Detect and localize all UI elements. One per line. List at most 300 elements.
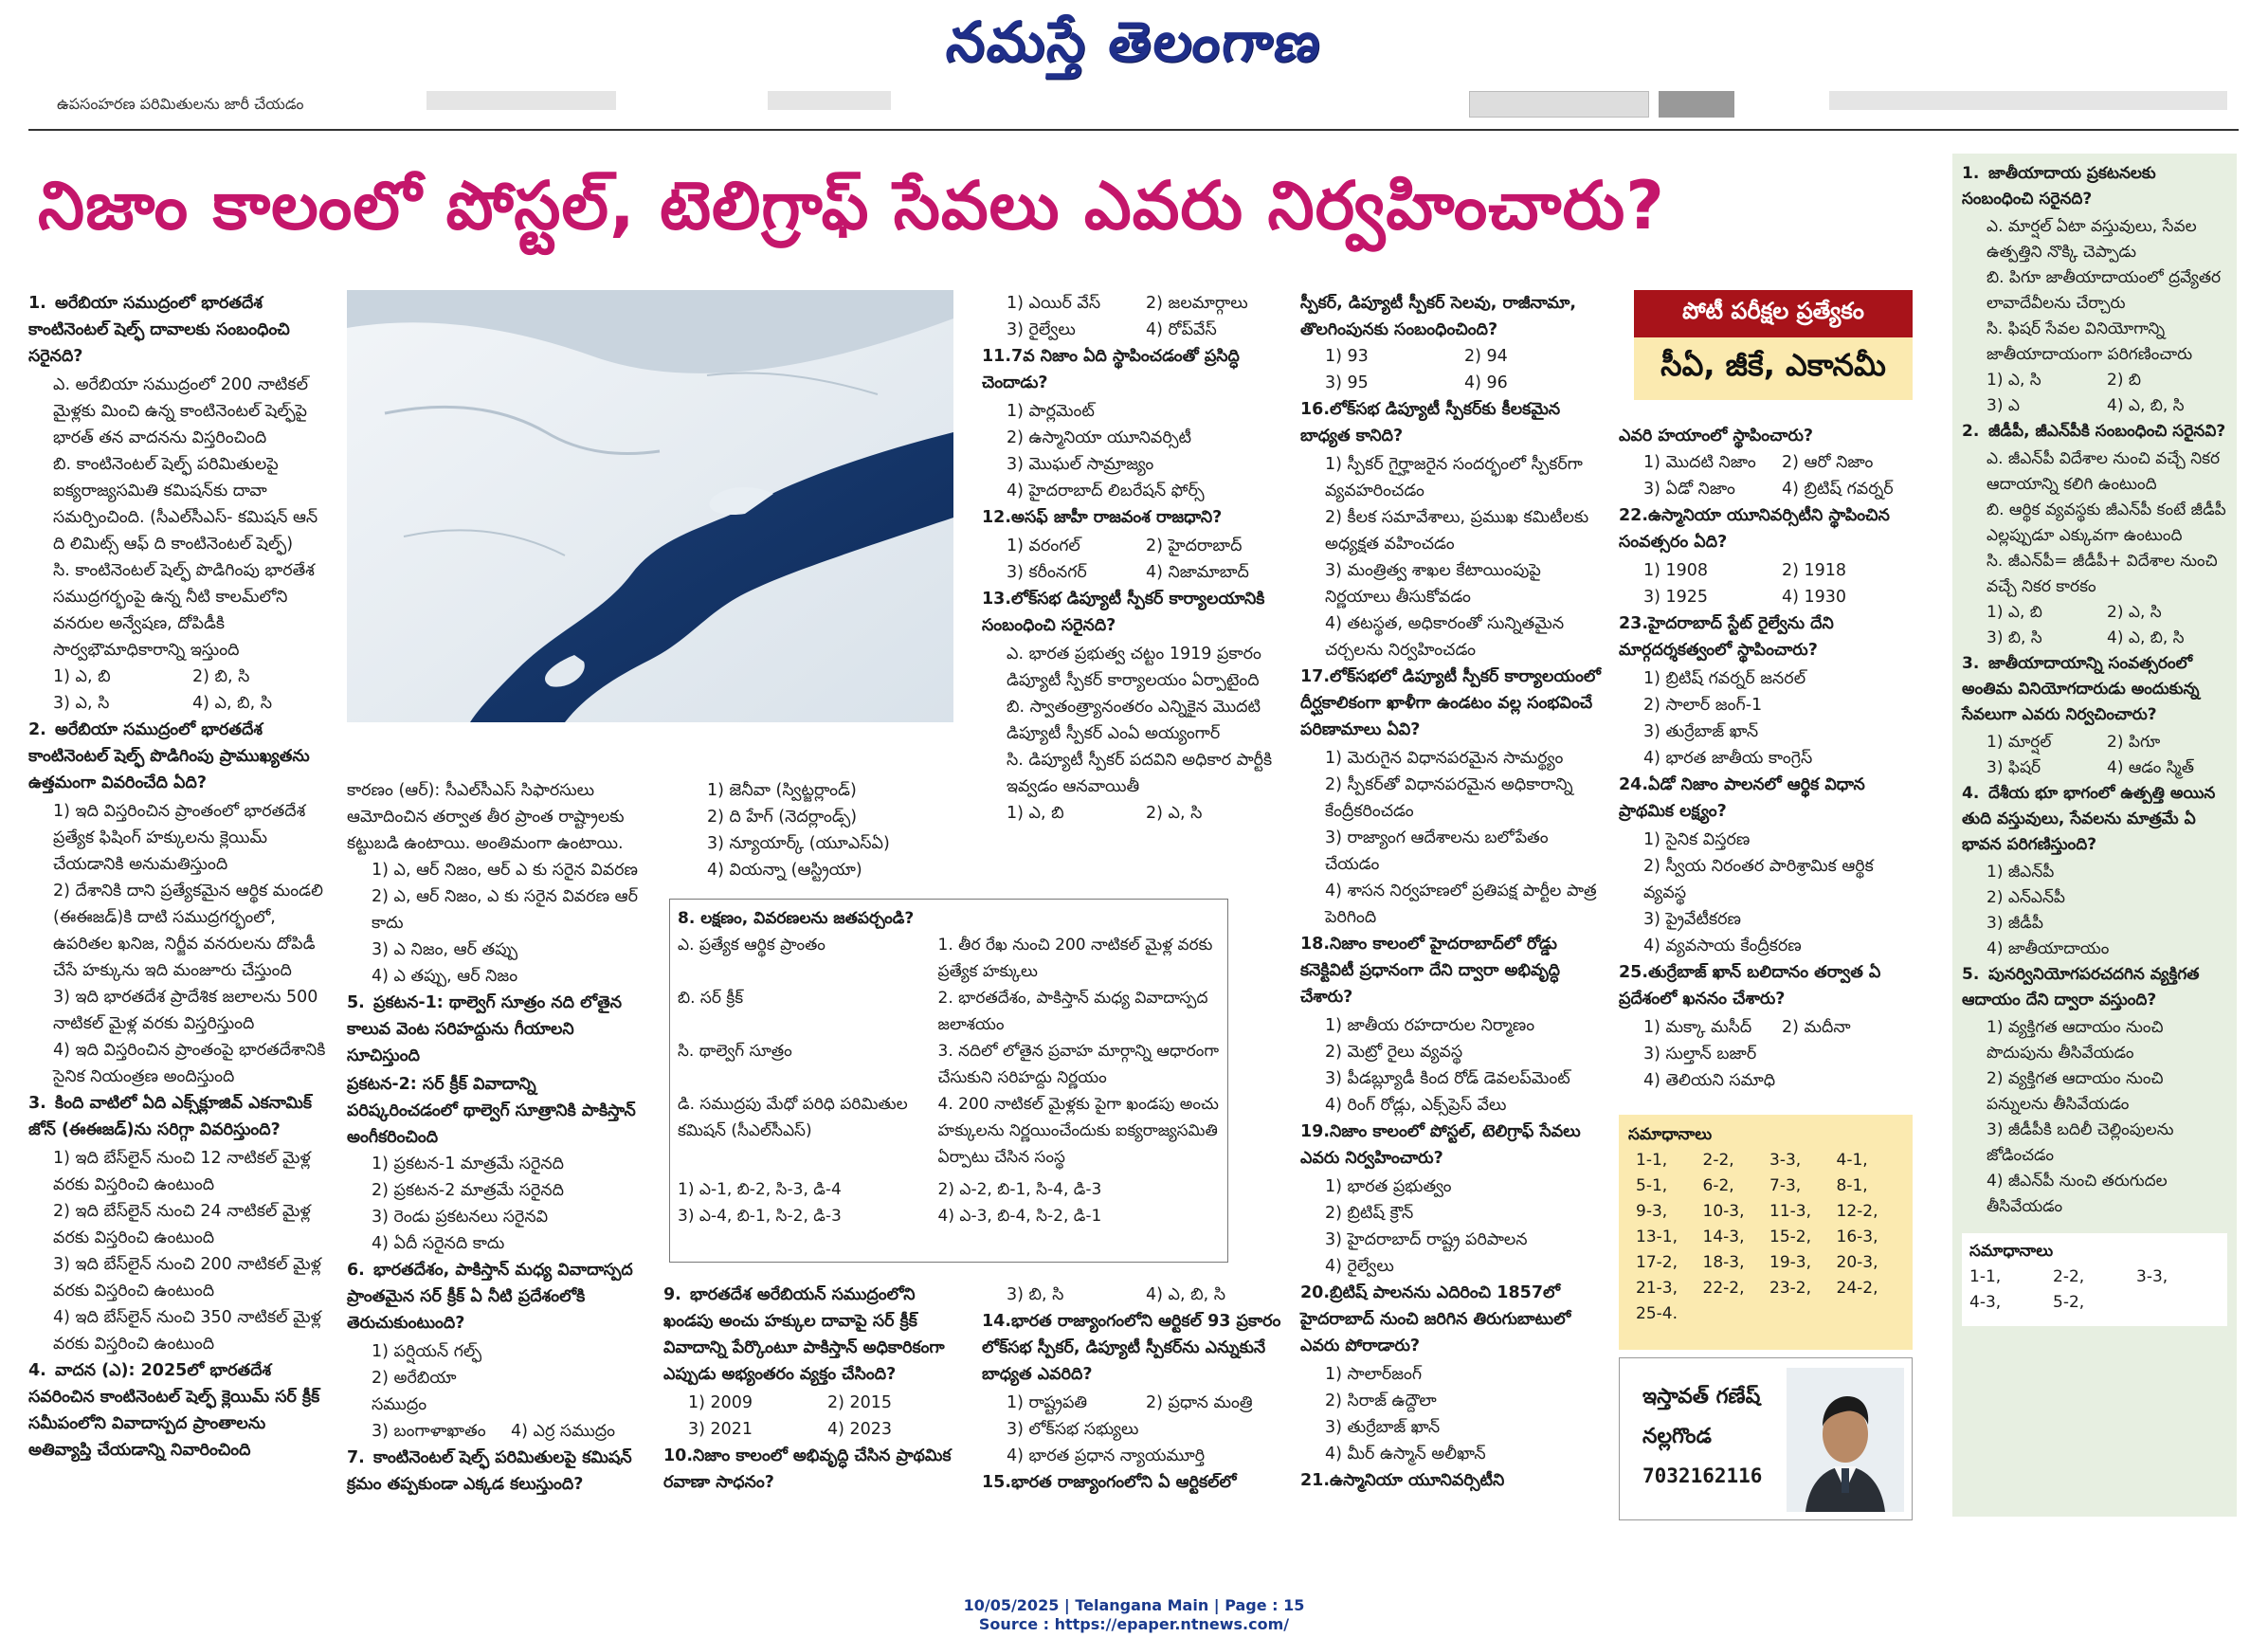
side-question-1 <box>1962 161 2227 212</box>
question-number: 20. <box>1300 1283 1331 1302</box>
match-options-row <box>678 1176 1220 1203</box>
option: 4) తెలియని సమాధి <box>1643 1071 1776 1090</box>
option: 4) 2023 <box>827 1420 893 1439</box>
option: 2) 94 <box>1464 347 1508 366</box>
option: 1) సైనిక విస్తరణ <box>1643 830 1751 849</box>
question-text: భారతదేశ అరేబియన్ సముద్రంలోని ఖండపు అంచు హక్కుల దావాపై సర్ క్రీక్ వివాదాన్ని పేర్కొంటూ పాకిస్తాన్ అధికారికంగా ఎప్పుడు అభ్యంతరం వ్యక్తం చేసింది? <box>663 1285 945 1384</box>
question-text: ఉస్మానియా యూనివర్సిటీని స్థాపించిన సంవత్సరం ఏది? <box>1619 506 1890 552</box>
question-19 <box>1300 1119 1604 1172</box>
options-row <box>982 290 1285 317</box>
answer-item: 24-2, <box>1836 1279 1878 1298</box>
question-23 <box>1619 610 1920 664</box>
question-number: 3. <box>28 1094 46 1113</box>
options-row <box>28 664 332 690</box>
question-text: ప్రకటన-1: థాల్వెగ్ సూత్రం నది లోతైన కాలువ వెంట సరిహద్దును గీయాలని సూచిస్తుంది <box>347 993 623 1065</box>
option: 4) ఆడం స్మిత్ <box>2107 758 2194 777</box>
side-answers-grid <box>1969 1264 2220 1316</box>
answer-item: 5-2, <box>2053 1293 2085 1312</box>
option: 2) స్వీయ నిరంతర పారిశ్రామిక ఆర్థిక వ్యవస్థ <box>1643 857 1874 902</box>
question-number: 23. <box>1619 614 1649 633</box>
option: 3) ఎ నిజం, ఆర్ తప్పు <box>372 940 518 959</box>
question-2 <box>28 717 332 796</box>
previous-page-strip <box>28 91 2237 119</box>
options-row <box>982 559 1285 586</box>
question-24 <box>1619 772 1920 825</box>
options-row <box>982 1390 1285 1416</box>
question-text: లోక్‌సభ డిప్యూటీ స్పీకర్ కార్యాలయానికి సంబంధించి సరైనది? <box>982 590 1265 635</box>
option: 3) ఎ <box>1987 396 2020 415</box>
options-row <box>1300 343 1604 370</box>
option: 2) ఎ, ఆర్ నిజం, ఎ కు సరైన వివరణ ఆర్ కాదు <box>372 887 638 933</box>
statement: బి. ఆర్థిక వ్యవస్థకు జీఎన్‌పీ కంటే జీడీపీ ఎల్లప్పుడూ ఎక్కువగా ఉంటుంది <box>1987 500 2226 545</box>
option: 1) రాష్ట్రపతి <box>1007 1393 1088 1412</box>
option: 4) ఏదీ సరైనది కాదు <box>372 1234 505 1253</box>
answer-item: 16-3, <box>1836 1228 1878 1246</box>
question-text: జాతీయాదాయాన్ని సంవత్సరంలో అంతిమ వినియోగదారుడు అందుకున్న సేవలుగా ఎవరు నిర్వచించారు? <box>1962 654 2200 724</box>
question-text: భారత రాజ్యాంగంలోని ఆర్టికల్ 93 ప్రకారం లోక్‌సభ స్పీకర్, డిప్యూటీ స్పీకర్‌ను ఎన్నుకునే బాధ్యత ఎవరిది? <box>982 1312 1281 1384</box>
question-text: జాతీయాదాయ ప్రకటనలకు సంబంధించి సరైనది? <box>1962 164 2156 209</box>
option: 3) లోక్‌సభ సభ్యులు <box>1007 1420 1139 1439</box>
answer-item: 3-3, <box>2136 1267 2168 1286</box>
author-phone: 7032162116 <box>1642 1464 1763 1487</box>
match-row <box>678 932 1220 985</box>
option: 3) తుర్రేబాజ్ ఖాన్ <box>1325 1418 1441 1437</box>
option: 1) మొదటి నిజాం <box>1643 453 1756 472</box>
option: 2) ఇది బేస్‌లైన్ నుంచి 24 నాటికల్ మైళ్ల వరకు విస్తరించి ఉంటుంది <box>53 1202 311 1247</box>
section-tag-top: పోటీ పరీక్షల ప్రత్యేకం <box>1634 290 1913 337</box>
question-number: 2. <box>28 720 46 739</box>
answer-item: 19-3, <box>1769 1253 1811 1272</box>
options-row <box>1962 368 2227 393</box>
options-row <box>1962 393 2227 419</box>
economy-side-panel <box>1952 154 2237 1517</box>
question-12 <box>982 504 1285 531</box>
answer-item: 15-2, <box>1769 1228 1811 1246</box>
question-number: 1. <box>28 294 46 313</box>
question-6 <box>347 1257 650 1337</box>
answer-item: 4-1, <box>1836 1151 1868 1170</box>
answer-item: 1-1, <box>1636 1151 1668 1170</box>
question-number: 11. <box>982 347 1012 366</box>
masthead <box>0 6 2268 80</box>
match-left: బి. సర్ క్రీక్ <box>678 989 744 1008</box>
option: 4) నిజామాబాద్ <box>1146 563 1249 582</box>
question-number: 3. <box>1962 654 1980 673</box>
option: 3) బంగాళాఖాతం <box>372 1422 486 1441</box>
statement: ఎ. భారత ప్రభుత్వ చట్టం 1919 ప్రకారం డిప్యూటీ స్పీకర్ కార్యాలయం ఏర్పాటైంది <box>1007 645 1261 690</box>
question-text: దేశీయ భూ భాగంలో ఉత్పత్తి అయిన తుది వస్తువులు, సేవలను మాత్రమే ఏ భావన పరిగణిస్తుంది? <box>1962 784 2216 854</box>
option: 1) జీఎన్‌పీ <box>1987 863 2055 882</box>
options-row <box>1619 476 1920 502</box>
match-left: సి. థాల్వెగ్ సూత్రం <box>678 1042 792 1061</box>
arctic-ice-photo <box>347 290 953 722</box>
option: 4) జీఎన్‌పీ నుంచి తరుగుదల తీసివేయడం <box>1987 1172 2168 1216</box>
question-number: 25. <box>1619 963 1649 982</box>
question-number: 19. <box>1300 1122 1331 1141</box>
answer-item: 17-2, <box>1636 1253 1678 1272</box>
side-answers-heading: సమాధానాలు <box>1969 1242 2054 1261</box>
question-text: అరేబియా సముద్రంలో భారతదేశ కాంటినెంటల్ షెల్ఫ్ పొడిగింపు ప్రాముఖ్యతను ఉత్తమంగా వివరించేది ఏది? <box>28 720 310 792</box>
column-4-bottom <box>982 1282 1285 1498</box>
side-question-2 <box>1962 419 2227 445</box>
option: 3) ఇది బేస్‌లైన్ నుంచి 200 నాటికల్ మైళ్ల వరకు విస్తరించి ఉంటుంది <box>53 1255 321 1301</box>
options-row <box>347 1365 650 1418</box>
option: 2) 1918 <box>1782 561 1847 580</box>
option: 1) ఎ, బి <box>53 667 111 686</box>
option: 4) భారత ప్రధాన న్యాయమూర్తి <box>1007 1446 1206 1465</box>
option: 3) 1925 <box>1643 588 1709 607</box>
options-row <box>982 800 1285 827</box>
statement: సి. జీఎన్‌పీ= జీడీపీ+ విదేశాల నుంచి వచ్చే నికర కారకం <box>1987 552 2218 596</box>
column-4 <box>982 290 1285 827</box>
option: 2) ఎ, సి <box>1146 804 1203 823</box>
statement: బి. స్వాతంత్ర్యానంతరం ఎన్నికైన మొదటి డిప్యూటీ స్పీకర్ ఎంఏ అయ్యంగార్ <box>1007 698 1261 743</box>
question-text: ఏడో నిజాం పాలనలో ఆర్థిక విధాన ప్రాథమిక లక్ష్యం? <box>1619 775 1865 821</box>
statement: బి. పిగూ జాతీయాదాయంలో ద్రవ్యేతర లావాదేవీలను చేర్చారు <box>1987 268 2222 313</box>
faded-photo <box>1659 91 1734 118</box>
option: 4) ఎ తప్పు, ఆర్ నిజం <box>372 967 518 986</box>
question-18 <box>1300 931 1604 1010</box>
options-row <box>663 1390 967 1416</box>
option: 4) వ్యవసాయ కేంద్రీకరణ <box>1643 937 1802 955</box>
question-continuation: ఎవరి హయాంలో స్థాపించారు? <box>1619 427 1814 446</box>
option: 1) వరంగల్ <box>1007 537 1080 555</box>
options-row <box>1962 626 2227 651</box>
option: 4) ఇది విస్తరించిన ప్రాంతంపై భారతదేశానికి సైనిక నియంత్రణ అందిస్తుంది <box>53 1041 326 1086</box>
answer-item: 7-3, <box>1769 1176 1802 1195</box>
option: 2) హైదరాబాద్ <box>1146 537 1243 555</box>
answers-box <box>1619 1115 1913 1350</box>
question-number: 22. <box>1619 506 1649 525</box>
option: 2) ఎన్ఎన్‌పీ <box>1987 888 2065 907</box>
option: 3) రెండు ప్రకటనలు సరైనవి <box>372 1208 549 1227</box>
option: 2) ఉస్మానియా యూనివర్సిటీ <box>1007 428 1191 447</box>
option: 3) బి, సి <box>1987 628 2042 647</box>
option: 3) మంత్రిత్వ శాఖల కేటాయింపుపై నిర్ణయాలు తీసుకోవడం <box>1325 561 1541 607</box>
answer-item: 6-2, <box>1702 1176 1734 1195</box>
side-question-5 <box>1962 962 2227 1013</box>
option: 4) తటస్థత, అధికారంతో సున్నితమైన చర్చలను నిర్వహించడం <box>1325 614 1565 660</box>
option: 4) ఎ, బి, సి <box>1146 1285 1225 1304</box>
answers-grid <box>1628 1148 1903 1327</box>
answer-item: 14-3, <box>1702 1228 1745 1246</box>
option: 3) 95 <box>1325 373 1369 392</box>
answer-item: 5-1, <box>1636 1176 1668 1195</box>
footer-dateline: 10/05/2025 | Telangana Main | Page : 15 <box>963 1596 1305 1614</box>
options-row <box>1962 755 2227 781</box>
match-right: 3. నదిలో లోతైన ప్రవాహ మార్గాన్ని ఆధారంగా చేసుకుని సరిహద్దు నిర్ణయం <box>937 1042 1219 1087</box>
question-number: 14. <box>982 1312 1012 1331</box>
options-row <box>1619 1014 1920 1041</box>
question-21 <box>1300 1467 1604 1494</box>
option: 1) స్పీకర్ గైర్హాజరైన సందర్భంలో స్పీకర్‌గా వ్యవహరించడం <box>1325 455 1583 500</box>
option: 3) మొఘల్ సామ్రాజ్యం <box>1007 455 1154 474</box>
author-photo <box>1787 1368 1904 1512</box>
question-25 <box>1619 959 1920 1012</box>
option: 4) 96 <box>1464 373 1508 392</box>
author-name: ఇస్తావత్ గణేష్ <box>1642 1385 1761 1409</box>
options-row <box>1619 449 1920 476</box>
question-text: నిజాం కాలంలో పోస్టల్, టెలిగ్రాఫ్ సేవలు ఎవరు నిర్వహించారు? <box>1300 1122 1581 1168</box>
option: 2) పిగూ <box>2107 733 2161 752</box>
question-number: 6. <box>347 1261 365 1280</box>
match-title: 8. లక్షణం, వివరణలను జతపర్చండి? <box>678 909 915 928</box>
question-1 <box>28 290 332 370</box>
option: 4) రోప్‌వేస్ <box>1146 320 1217 339</box>
option: 3) ఎ-4, బి-1, సి-2, డి-3 <box>678 1207 842 1226</box>
option: 3) ఇది భారతదేశ ప్రాదేశిక జలాలను 500 నాటికల్ మైళ్ల వరకు విస్తరిస్తుంది <box>53 988 318 1033</box>
question-number: 16. <box>1300 400 1331 419</box>
question-text: పునర్వినియోగపరచదగిన వ్యక్తిగత ఆదాయం దేని ద్వారా వస్తుంది? <box>1962 965 2200 1009</box>
match-right: 2. భారతదేశం, పాకిస్తాన్ మధ్య వివాదాస్పద జలాశయం <box>937 989 1208 1034</box>
question-text: లోక్‌సభలో డిప్యూటీ స్పీకర్ కార్యాలయంలో దీర్ఘకాలికంగా ఖాళీగా ఉండటం వల్ల సంభవించే పరిణామాలు ఏవి? <box>1300 667 1601 739</box>
option: 2) వ్యక్తిగత ఆదాయం నుంచి పన్నులను తీసివేయడం <box>1987 1069 2164 1114</box>
question-16 <box>1300 396 1604 449</box>
author-place: నల్లగొండ <box>1642 1425 1712 1448</box>
option: 3) రాజ్యాంగ ఆదేశాలను బలోపేతం చేయడం <box>1325 828 1549 874</box>
question-text: కాంటినెంటల్ షెల్ఫ్ పరిమితులపై కమిషన్ క్రమం తప్పకుండా ఎక్కడ కలుస్తుంది? <box>347 1448 632 1494</box>
match-row <box>678 1091 1220 1171</box>
question-3 <box>28 1090 332 1143</box>
option: 1) జెనీవా (స్విట్జర్లాండ్) <box>707 781 857 800</box>
column-6 <box>1619 423 1920 1094</box>
faded-banner <box>1829 91 2227 110</box>
reason-statement: కారణం (ఆర్): సీఎల్‌సీఎస్ సిఫారసులు ఆమోదించిన తర్వాత తీర ప్రాంత రాష్ట్రాలకు కట్టుబడి ఉంటాయి. అంతిమంగా ఉంటాయి. <box>347 781 625 853</box>
options-row <box>982 1282 1285 1308</box>
question-text: భారతదేశం, పాకిస్తాన్ మధ్య వివాదాస్పద ప్రాంతమైన సర్ క్రీక్ ఏ నీటి ప్రదేశంలోకి తెరుచుకుంటుంది? <box>347 1261 633 1333</box>
ice-sea-illustration <box>347 290 953 722</box>
option: 4) వియన్నా (ఆస్ట్రియా) <box>707 861 862 880</box>
option: 1) ఇది బేస్‌లైన్ నుంచి 12 నాటికల్ మైళ్ల వరకు విస్తరించి ఉంటుంది <box>53 1149 311 1194</box>
option: 2) ప్రధాన మంత్రి <box>1146 1393 1253 1412</box>
question-text: ఉస్మానియా యూనివర్సిటీని <box>1330 1471 1505 1490</box>
options-row <box>1619 584 1920 610</box>
option: 3) 2021 <box>688 1420 753 1439</box>
question-text: తుర్రేబాజ్ ఖాన్ బలిదానం తర్వాత ఏ ప్రదేశంలో ఖననం చేశారు? <box>1619 963 1881 1009</box>
question-text: బ్రిటిష్ పాలనను ఎదిరించి 1857లో హైదరాబాద్ నుంచి జరిగిన తిరుగుబాటులో ఎవరు పోరాడారు? <box>1300 1283 1571 1355</box>
options-row <box>982 317 1285 343</box>
answer-item: 2-2, <box>2053 1267 2085 1286</box>
question-text: అసఫ్ జాహీ రాజవంశ రాజధాని? <box>1011 508 1223 527</box>
column-1 <box>28 290 332 1465</box>
question-number: 5. <box>347 993 365 1012</box>
option: 2) ఎ, సి <box>2107 603 2162 622</box>
answer-item: 3-3, <box>1769 1151 1802 1170</box>
statement: సి. కాంటినెంటల్ షెల్ఫ్ పొడిగింపు భారతేశ సముద్రగర్భంపై ఉన్న నీటి కాలమ్‌లోని వనరుల అన్వేషణ, దోపిడీకి సార్వభౌమాధికారాన్ని ఇస్తుంది <box>53 561 315 660</box>
option: 2) స్పీకర్‌తో విధానపరమైన అధికారాన్ని కేంద్రీకరించడం <box>1325 775 1573 821</box>
answer-item: 12-2, <box>1836 1202 1878 1221</box>
question-text: నిజాం కాలంలో అభివృద్ధి చేసిన ప్రాథమిక రవాణా సాధనం? <box>663 1446 952 1492</box>
question-number: 2. <box>1962 422 1980 441</box>
question-number: 15. <box>982 1473 1012 1492</box>
question-5 <box>347 990 650 1069</box>
option: 2) ప్రకటన-2 మాత్రమే సరైనది <box>372 1181 565 1200</box>
question-number: 1. <box>1962 164 1980 183</box>
option: 1) పర్షియన్ గల్ఫ్ <box>372 1342 482 1361</box>
option: 2) 2015 <box>827 1393 893 1412</box>
question-14 <box>982 1308 1285 1388</box>
statement: ఎ. మార్షల్ ఏటా వస్తువులు, సేవల ఉత్పత్తిని నొక్కి చెప్పాడు <box>1987 217 2197 262</box>
match-right: 1. తీర రేఖ నుంచి 200 నాటికల్ మైళ్ల వరకు ప్రత్యేక హక్కులు <box>937 936 1213 981</box>
answer-item: 8-1, <box>1836 1176 1868 1195</box>
column-5 <box>1300 290 1604 1496</box>
question-text: లోక్‌సభ డిప్యూటీ స్పీకర్‌కు కీలకమైన బాధ్యత కానిది? <box>1300 400 1561 446</box>
statement: బి. కాంటినెంటల్ షెల్ఫ్ పరిమితులపై ఐక్యరాజ్యసమితి కమిషన్‌కు దావా సమర్పించింది. (సీఎల్‌సీఎస్- కమిషన్ ఆన్ ది లిమిట్స్ ఆఫ్ ది కాంటినెంటల్ షెల్ఫ్) <box>53 455 318 554</box>
option: 2) కీలక సమావేశాలు, ప్రముఖ కమిటీలకు అధ్యక్షత వహించడం <box>1325 508 1589 554</box>
option: 3) పీడబ్ల్యూడీ కింద రోడ్ డెవలప్‌మెంట్ <box>1325 1069 1570 1088</box>
option: 2) సాలార్ జంగ్-1 <box>1643 696 1763 715</box>
option: 1) వ్యక్తిగత ఆదాయం నుంచి పొదుపును తీసివేయడం <box>1987 1018 2164 1063</box>
answer-item: 21-3, <box>1636 1279 1678 1298</box>
option: 3) సుల్తాన్ బజార్ <box>1643 1045 1757 1064</box>
question-number: 21. <box>1300 1471 1331 1490</box>
option: 3) బి, సి <box>1007 1285 1064 1304</box>
option: 1) ఎ, సి <box>1987 371 2041 390</box>
option: 4) శాసన నిర్వహణలో ప్రతిపక్ష పార్టీల పాత్ర పెరిగింది <box>1325 882 1597 927</box>
option: 2) మదీనా <box>1782 1018 1851 1037</box>
answer-item: 2-2, <box>1702 1151 1734 1170</box>
question-number: 10. <box>663 1446 694 1465</box>
question-text: హైదరాబాద్ స్టేట్ రైల్వేను దేని మార్గదర్శకత్వంలో స్థాపించారు? <box>1619 614 1834 660</box>
question-text: 7వ నిజాం ఏది స్థాపించడంతో ప్రసిద్ధి చెందాడు? <box>982 347 1240 392</box>
options-row <box>1619 557 1920 584</box>
options-row <box>982 533 1285 559</box>
option: 4) ఇది బేస్‌లైన్ నుంచి 350 నాటికల్ మైళ్ల వరకు విస్తరించి ఉంటుంది <box>53 1308 321 1354</box>
question-number: 24. <box>1619 775 1649 794</box>
answer-item: 13-1, <box>1636 1228 1678 1246</box>
column-3-bottom <box>663 1282 967 1498</box>
question-number: 17. <box>1300 667 1331 686</box>
option: 4) మీర్ ఉస్మాన్ అలీఖాన్ <box>1325 1445 1486 1464</box>
option: 2) దేశానికి దాని ప్రత్యేకమైన ఆర్థిక మండలి (ఈఈజడ్)కి దాటి సముద్రగర్భంలో, ఉపరితల ఖనిజ, నిర్జీవ వనరులను దోపిడీ చేసే హక్కును ఇది మంజూరు చేస్తుంది <box>53 882 323 980</box>
question-number: 5. <box>1962 965 1980 984</box>
option: 3) హైదరాబాద్ రాష్ట్ర పరిపాలన <box>1325 1230 1528 1249</box>
side-question-4 <box>1962 781 2227 858</box>
option: 3) కరీంనగర్ <box>1007 563 1087 582</box>
page-headline: నిజాం కాలంలో పోస్టల్, టెలిగ్రాఫ్ సేవలు ఎవరు నిర్వహించారు? <box>38 167 1665 245</box>
previous-text: ఉపసంహరణ పరిమితులను జారీ చేయడం <box>57 95 304 113</box>
question-number: 9. <box>663 1285 681 1304</box>
answer-item: 11-3, <box>1769 1202 1811 1221</box>
option: 3) జీడీపీ <box>1987 914 2043 933</box>
answer-item: 22-2, <box>1702 1279 1745 1298</box>
option: 4) హైదరాబాద్ లిబరేషన్ ఫోర్స్ <box>1007 482 1205 500</box>
question-text: భారత రాజ్యాంగంలోని ఏ ఆర్టికల్‌లో <box>1011 1473 1237 1492</box>
option: 1) 1908 <box>1643 561 1709 580</box>
option: 1) మక్కా మసీద్ <box>1643 1018 1752 1037</box>
option: 2) జలమార్గాలు <box>1146 294 1248 313</box>
question-9 <box>663 1282 967 1388</box>
column-3-top <box>682 777 967 883</box>
question-20 <box>1300 1280 1604 1359</box>
option: 1) 2009 <box>688 1393 753 1412</box>
option: 1) బ్రిటిష్ గవర్నర్ జనరల్ <box>1643 669 1806 688</box>
option: 4) రింగ్ రోడ్లు, ఎక్స్‌ప్రెస్ వేలు <box>1325 1096 1507 1115</box>
answer-item: 20-3, <box>1836 1253 1878 1272</box>
answer-item: 23-2, <box>1769 1279 1811 1298</box>
options-row <box>663 1416 967 1443</box>
option: 4) ఎ-3, బి-4, సి-2, డి-1 <box>937 1207 1102 1226</box>
question-text: జీడీపీ, జీఎన్‌పీకి సంబంధించి సరైనవి? <box>1988 422 2226 441</box>
option: 3) తుర్రేబాజ్ ఖాన్ <box>1643 722 1759 741</box>
option: 2) ఎ-2, బి-1, సి-4, డి-3 <box>937 1180 1102 1199</box>
newspaper-logo: నమస్తే తెలంగాణ <box>942 9 1326 74</box>
option: 2) మెట్రో రైలు వ్యవస్థ <box>1325 1043 1463 1062</box>
options-row <box>1962 600 2227 626</box>
options-row <box>28 690 332 717</box>
answer-item: 9-3, <box>1636 1202 1668 1221</box>
option: 4) రైల్వేలు <box>1325 1257 1394 1276</box>
side-question-3 <box>1962 651 2227 728</box>
match-question-box <box>669 899 1228 1263</box>
question-17 <box>1300 664 1604 743</box>
option: 4) ఎ, బి, సి <box>192 694 272 713</box>
question-11 <box>982 343 1285 396</box>
faded-box <box>1469 91 1649 118</box>
page-footer <box>0 1596 2268 1634</box>
match-right: 4. 200 నాటికల్ మైళ్లకు పైగా ఖండపు అంచు హక్కులను నిర్ణయించేందుకు ఐక్యరాజ్యసమితి ఏర్పాటు చేసిన సంస్థ <box>937 1095 1219 1167</box>
options-row <box>1300 370 1604 396</box>
option: 4) ఎర్ర సముద్రం <box>511 1422 615 1441</box>
option: 1) ఎ, బి <box>1007 804 1064 823</box>
option: 1) ఎయిర్ వేస్ <box>1007 294 1101 313</box>
statement: ఎ. అరేబియా సముద్రంలో 200 నాటికల్ మైళ్లకు మించి ఉన్న కాంటినెంటల్ షెల్ఫ్‌పై భారత్ తన వాదనను విస్తరించింది <box>53 375 308 447</box>
option: 1) ఇది విస్తరించిన ప్రాంతంలో భారతదేశ ప్రత్యేక ఫిషింగ్ హక్కులను క్లెయిమ్ చేయడానికి అనుమతిస్తుంది <box>53 802 306 874</box>
answer-item: 1-1, <box>1969 1267 2002 1286</box>
question-text: నిజాం కాలంలో హైదరాబాద్‌లో రోడ్డు కనెక్టివిటీ ప్రధానంగా దేని ద్వారా అభివృద్ధి చేశారు? <box>1300 935 1561 1007</box>
option: 3) జీడీపీకి బదిలీ చెల్లింపులను జోడించడం <box>1987 1120 2174 1165</box>
answers-heading: సమాధానాలు <box>1628 1125 1713 1144</box>
option: 4) బ్రిటిష్ గవర్నర్ <box>1782 480 1894 499</box>
match-options-row <box>678 1203 1220 1229</box>
author-card <box>1619 1357 1913 1520</box>
question-number: 7. <box>347 1448 365 1467</box>
column-2 <box>347 777 650 1500</box>
statement: ఎ. జీఎన్‌పీ విదేశాల నుంచి వచ్చే నికర ఆదాయాన్ని కలిగి ఉంటుంది <box>1987 449 2221 494</box>
option: 4) ఎ, బి, సి <box>2107 628 2185 647</box>
option: 3) న్యూయార్క్ (యూఎస్ఏ) <box>707 834 890 853</box>
statement: సి. ఫిషర్ సేవల వినియోగాన్ని జాతీయాదాయంగా పరిగణించారు <box>1987 319 2193 364</box>
section-tag <box>1634 290 1913 400</box>
option: 1) 93 <box>1325 347 1369 366</box>
question-text: కింది వాటిలో ఏది ఎక్స్‌క్లూజివ్ ఎకనామిక్ జోన్ (ఈఈజడ్)ను సరిగ్గా వివరిస్తుంది? <box>28 1094 312 1139</box>
option: 1) మార్షల్ <box>1987 733 2052 752</box>
portrait-illustration <box>1787 1368 1904 1512</box>
question-13 <box>982 586 1285 639</box>
options-row <box>347 1418 650 1445</box>
question-number: 4. <box>28 1361 46 1380</box>
answer-item: 25-4. <box>1636 1304 1678 1323</box>
option: 1) భారత ప్రభుత్వం <box>1325 1177 1452 1196</box>
option: 4) 1930 <box>1782 588 1847 607</box>
option: 1) సాలార్‌జంగ్ <box>1325 1365 1423 1384</box>
option: 1) జాతీయ రహదారుల నిర్మాణం <box>1325 1016 1535 1035</box>
options-row <box>1962 730 2227 755</box>
option: 3) ఫిషర్ <box>1987 758 2041 777</box>
statement: సి. డిప్యూటీ స్పీకర్ పదవిని అధికార పార్టీకి ఇవ్వడం ఆనవాయితీ <box>1007 751 1273 796</box>
question-15 <box>982 1469 1285 1496</box>
option: 2) ఆరో నిజాం <box>1782 453 1874 472</box>
question-text: వాదన (ఎ): 2025లో భారతదేశ సవరించిన కాంటినెంటల్ షెల్ఫ్ క్లెయిమ్ సర్ క్రీక్ సమీపంలోని వివాదాస్పద ప్రాంతాలను అతివ్యాప్తి చేయడాన్ని నివారించింది <box>28 1361 320 1460</box>
footer-source: Source : https://epaper.ntnews.com/ <box>978 1615 1290 1633</box>
option: 1) ఎ-1, బి-2, సి-3, డి-4 <box>678 1180 842 1199</box>
question-10 <box>663 1443 967 1496</box>
option: 2) బి, సి <box>192 667 250 686</box>
question-4 <box>28 1357 332 1464</box>
option: 3) ఎ, సి <box>53 694 110 713</box>
match-row <box>678 1038 1220 1091</box>
option: 2) బ్రిటిష్ క్రౌన్ <box>1325 1204 1414 1223</box>
